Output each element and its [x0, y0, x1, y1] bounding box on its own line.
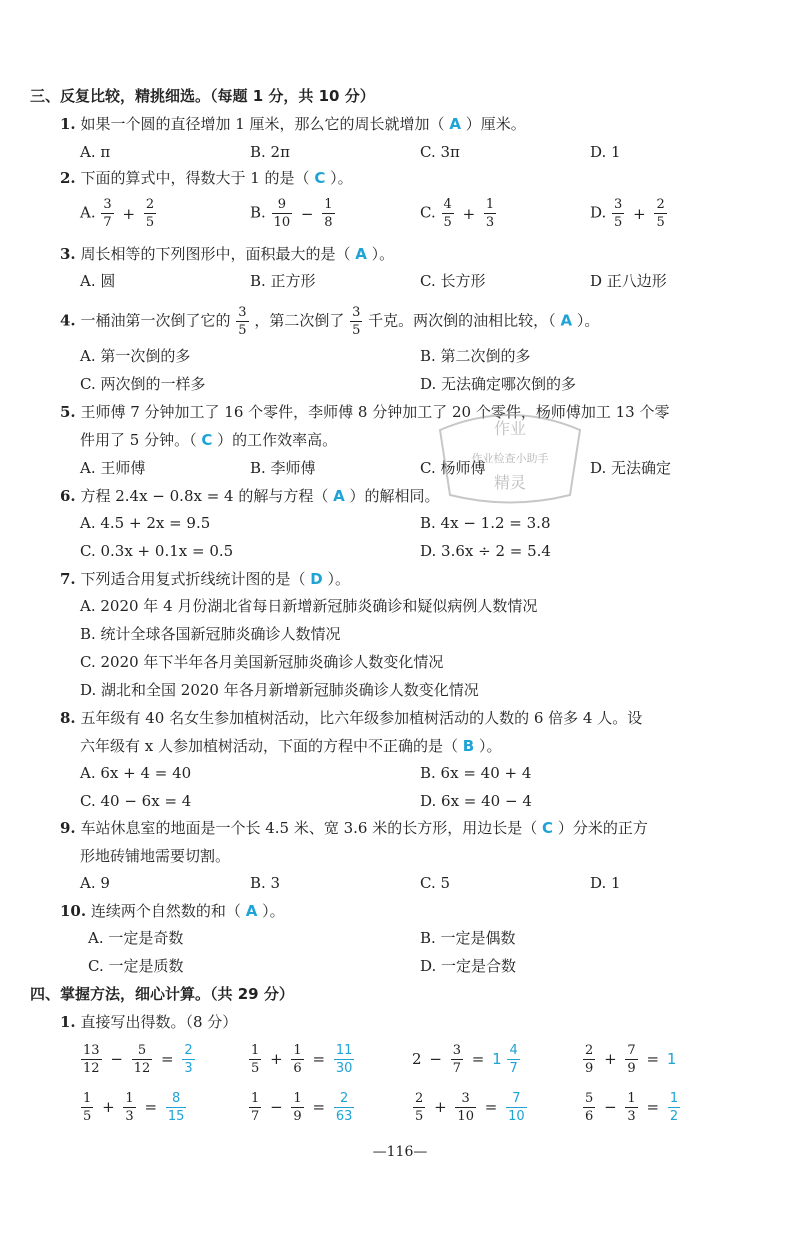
question-text-end: ）。	[479, 737, 502, 755]
fraction: $\frac{1}{6}$	[293, 1042, 302, 1076]
question-text: ，第二次倒了	[254, 311, 345, 330]
operator: −	[300, 204, 314, 223]
calc-item-3	[412, 1040, 521, 1077]
option-a: A. 2020 年 4 月份湖北省每日新增新冠肺炎确诊和疑似病例人数情况	[80, 597, 538, 615]
option-c: C. 杨师傅	[420, 459, 486, 477]
equals: =	[144, 1098, 158, 1116]
question-number: 8.	[60, 709, 76, 727]
option-d	[590, 198, 668, 229]
option-a: A. 圆	[80, 272, 116, 290]
stamp-graphic	[420, 400, 600, 510]
calc-item-4	[582, 1040, 676, 1077]
fraction: $\frac{3}{7}$	[452, 1042, 461, 1076]
stamp-text-middle: 作业检查小助手	[471, 452, 549, 465]
fraction: $\frac{4}{5}$	[443, 197, 452, 230]
question-text: 六年级有 x 人参加植树活动，下面的方程中不正确的是（	[80, 737, 458, 755]
option-b: B. 2π	[250, 143, 290, 161]
fraction: $\frac{1}{5}$	[83, 1090, 92, 1124]
option-c: C. 40 − 6x = 4	[80, 792, 192, 810]
option-b: B. 4x − 1.2 = 3.8	[420, 514, 551, 532]
question-number: 10.	[60, 902, 87, 920]
fraction: $\frac{3}{10}$	[457, 1090, 474, 1124]
equals: =	[161, 1050, 174, 1068]
fraction: $\frac{13}{12}$	[83, 1042, 100, 1076]
operator: +	[102, 1098, 115, 1116]
question-9	[60, 818, 648, 838]
option-label: C.	[420, 203, 436, 222]
question-text-end: ）。	[576, 311, 600, 330]
calc-item-7	[412, 1088, 528, 1125]
stamp-text-top: 作业	[493, 419, 527, 438]
section-4-question-1	[60, 1012, 237, 1032]
equals: =	[646, 1050, 660, 1068]
calc-item-1	[80, 1040, 196, 1077]
fraction: $\frac{1}{3}$	[627, 1090, 636, 1124]
operator: −	[429, 1050, 442, 1068]
question-6	[60, 486, 440, 506]
question-text-end: ）的工作效率高。	[217, 431, 338, 449]
question-9-line2: 形地砖铺地需要切割。	[80, 847, 231, 865]
fraction: $\frac{1}{3}$	[485, 197, 495, 230]
fraction: $\frac{5}{6}$	[585, 1090, 594, 1124]
question-text-end: ）。	[262, 902, 285, 920]
answer: C	[201, 431, 213, 449]
question-number: 1.	[60, 1013, 76, 1031]
fraction: $\frac{1}{3}$	[125, 1090, 134, 1124]
option-c: C. 两次倒的一样多	[80, 375, 206, 393]
option-c: C. 5	[420, 874, 451, 892]
equals: =	[646, 1098, 660, 1116]
answer: A	[333, 487, 345, 505]
question-text-end: ）。	[371, 245, 395, 263]
question-text: 方程 2.4x − 0.8x = 4 的解与方程（	[80, 487, 329, 505]
option-b: B. 统计全球各国新冠肺炎确诊人数情况	[80, 625, 341, 643]
calc-item-2	[248, 1040, 355, 1077]
operator: +	[270, 1050, 283, 1068]
fraction: $\frac{2}{5}$	[145, 197, 155, 230]
question-text: 下列适合用复式折线统计图的是（	[80, 570, 306, 588]
stamp-text-bottom: 精灵	[493, 473, 527, 492]
calc-item-6	[248, 1088, 355, 1125]
fraction: $\frac{5}{12}$	[133, 1042, 151, 1076]
question-text: 王师傅 7 分钟加工了 16 个零件，李师傅 8 分钟加工了 20 个零件，杨师傅加工 13 个零	[80, 403, 670, 421]
option-b: B. 3	[250, 874, 281, 892]
page-number: —116—	[372, 1144, 428, 1160]
option-b: B. 第二次倒的多	[420, 347, 531, 365]
question-3	[60, 244, 394, 264]
option-a: A. 第一次倒的多	[80, 347, 191, 365]
option-d: D. 一定是合数	[420, 957, 517, 975]
question-text: 五年级有 40 名女生参加植树活动，比六年级参加植树活动的人数的 6 倍多 4 人。设	[80, 709, 643, 727]
option-c: C. 一定是质数	[88, 957, 184, 975]
question-1	[60, 114, 526, 134]
answer-fraction: $\frac{2}{63}$	[335, 1090, 353, 1124]
question-number: 9.	[60, 819, 76, 837]
operator: +	[604, 1050, 617, 1068]
question-text-end: ）的解相同。	[349, 487, 440, 505]
section-3-title: 三、反复比较，精挑细选。（每题 1 分，共 10 分）	[30, 87, 375, 105]
question-text: 车站休息室的地面是一个长 4.5 米、宽 3.6 米的长方形，用边长是（	[80, 819, 538, 837]
fraction: $\frac{1}{8}$	[324, 197, 333, 230]
fraction: $\frac{2}{5}$	[656, 197, 665, 230]
fraction: $\frac{3}{7}$	[103, 197, 112, 230]
option-d: D 正八边形	[590, 272, 667, 290]
fraction: $\frac{2}{9}$	[585, 1042, 594, 1076]
option-c: C. 2020 年下半年各月美国新冠肺炎确诊人数变化情况	[80, 653, 444, 671]
option-d: D. 1	[590, 143, 621, 161]
answer: A	[245, 902, 258, 920]
question-text: 下面的算式中，得数大于 1 的是（	[80, 169, 310, 187]
question-text-end: ）分米的正方	[557, 819, 648, 837]
option-d: D. 3.6x ÷ 2 = 5.4	[420, 542, 551, 560]
option-a: A. 6x + 4 = 40	[80, 764, 192, 782]
option-c	[420, 198, 497, 229]
question-number: 3.	[60, 245, 76, 263]
option-a: A. 一定是奇数	[88, 929, 184, 947]
answer: A	[560, 311, 573, 330]
operator: −	[604, 1098, 617, 1116]
answer-whole: 1	[492, 1050, 502, 1068]
answer-fraction: $\frac{2}{3}$	[184, 1042, 193, 1076]
option-a: A. 王师傅	[80, 459, 146, 477]
fraction: $\frac{2}{5}$	[415, 1090, 424, 1124]
question-number: 1.	[60, 115, 76, 133]
option-d: D. 6x = 40 − 4	[420, 792, 532, 810]
question-8	[60, 708, 642, 728]
question-2	[60, 168, 353, 188]
answer-fraction: $\frac{1}{2}$	[669, 1090, 679, 1124]
option-c: C. 长方形	[420, 272, 486, 290]
answer-fraction: $\frac{4}{7}$	[509, 1042, 518, 1076]
question-number: 5.	[60, 403, 76, 421]
option-b: B. 一定是偶数	[420, 929, 516, 947]
answer-fraction: $\frac{8}{15}$	[167, 1090, 185, 1124]
question-number: 7.	[60, 570, 76, 588]
question-number: 4.	[60, 311, 76, 330]
option-d: D. 湖北和全国 2020 年各月新增新冠肺炎确诊人数变化情况	[80, 681, 479, 699]
option-c: C. 0.3x + 0.1x = 0.5	[80, 542, 234, 560]
question-text: 一桶油第一次倒了它的	[80, 311, 231, 330]
section-4-title: 四、掌握方法，细心计算。（共 29 分）	[30, 985, 294, 1003]
question-text: 千克。两次倒的油相比较，（	[368, 311, 556, 330]
answer: B	[462, 737, 475, 755]
fraction: $\frac{3}{5}$	[238, 305, 247, 338]
option-a: A. 4.5 + 2x = 9.5	[80, 514, 211, 532]
question-text: 连续两个自然数的和（	[90, 902, 241, 920]
answer-whole: 1	[666, 1050, 677, 1068]
question-number: 2.	[60, 169, 76, 187]
question-text: 周长相等的下列图形中，面积最大的是（	[80, 245, 351, 263]
question-text: 如果一个圆的直径增加 1 厘米，那么它的周长就增加（	[80, 115, 445, 133]
fraction: $\frac{3}{5}$	[352, 305, 361, 338]
option-label: A.	[80, 203, 96, 222]
operator: +	[633, 204, 646, 223]
option-b: B. 李师傅	[250, 459, 316, 477]
answer: A	[355, 245, 367, 263]
option-b: B. 6x = 40 + 4	[420, 764, 532, 782]
question-4	[60, 306, 599, 337]
option-a: A. 9	[80, 874, 110, 892]
calc-item-5	[80, 1088, 187, 1125]
question-10	[60, 901, 285, 921]
option-label: B.	[250, 203, 266, 222]
answer: A	[449, 115, 461, 133]
question-8-line2	[80, 736, 502, 756]
equals: =	[471, 1050, 485, 1068]
question-5-line2	[80, 430, 337, 450]
option-b: B. 正方形	[250, 272, 316, 290]
option-a: A. π	[80, 143, 111, 161]
option-label: D.	[590, 203, 607, 222]
answer: C	[314, 169, 326, 187]
option-d: D. 无法确定	[590, 459, 672, 477]
whole-number: 2	[412, 1050, 422, 1068]
answer: D	[310, 570, 323, 588]
option-c: C. 3π	[420, 143, 460, 161]
operator: −	[110, 1050, 123, 1068]
answer-fraction: $\frac{11}{30}$	[335, 1042, 353, 1076]
equals: =	[312, 1098, 326, 1116]
answer: C	[542, 819, 554, 837]
fraction: $\frac{1}{7}$	[251, 1090, 260, 1124]
option-b	[250, 198, 336, 229]
fraction: $\frac{7}{9}$	[627, 1042, 636, 1076]
equals: =	[312, 1050, 326, 1068]
fraction: $\frac{3}{5}$	[614, 197, 623, 230]
question-text-end: ）厘米。	[465, 115, 526, 133]
question-number: 6.	[60, 487, 76, 505]
option-d: D. 无法确定哪次倒的多	[420, 375, 577, 393]
fraction: $\frac{1}{5}$	[251, 1042, 260, 1076]
operator: +	[434, 1098, 447, 1116]
calc-item-8	[582, 1088, 681, 1125]
fraction: $\frac{9}{10}$	[273, 197, 291, 230]
operator: +	[462, 204, 476, 223]
question-text: 直接写出得数。（8 分）	[80, 1013, 238, 1031]
question-7	[60, 569, 350, 589]
operator: +	[122, 204, 136, 223]
operator: −	[270, 1098, 283, 1116]
option-a	[80, 198, 157, 229]
question-text-end: ）。	[327, 570, 350, 588]
question-text: 件用了 5 分钟。（	[80, 431, 197, 449]
option-d: D. 1	[590, 874, 621, 892]
fraction: $\frac{1}{9}$	[293, 1090, 302, 1124]
answer-fraction: $\frac{7}{10}$	[508, 1090, 525, 1124]
question-text-end: ）。	[330, 169, 353, 187]
equals: =	[484, 1098, 498, 1116]
watermark-stamp	[420, 400, 600, 510]
